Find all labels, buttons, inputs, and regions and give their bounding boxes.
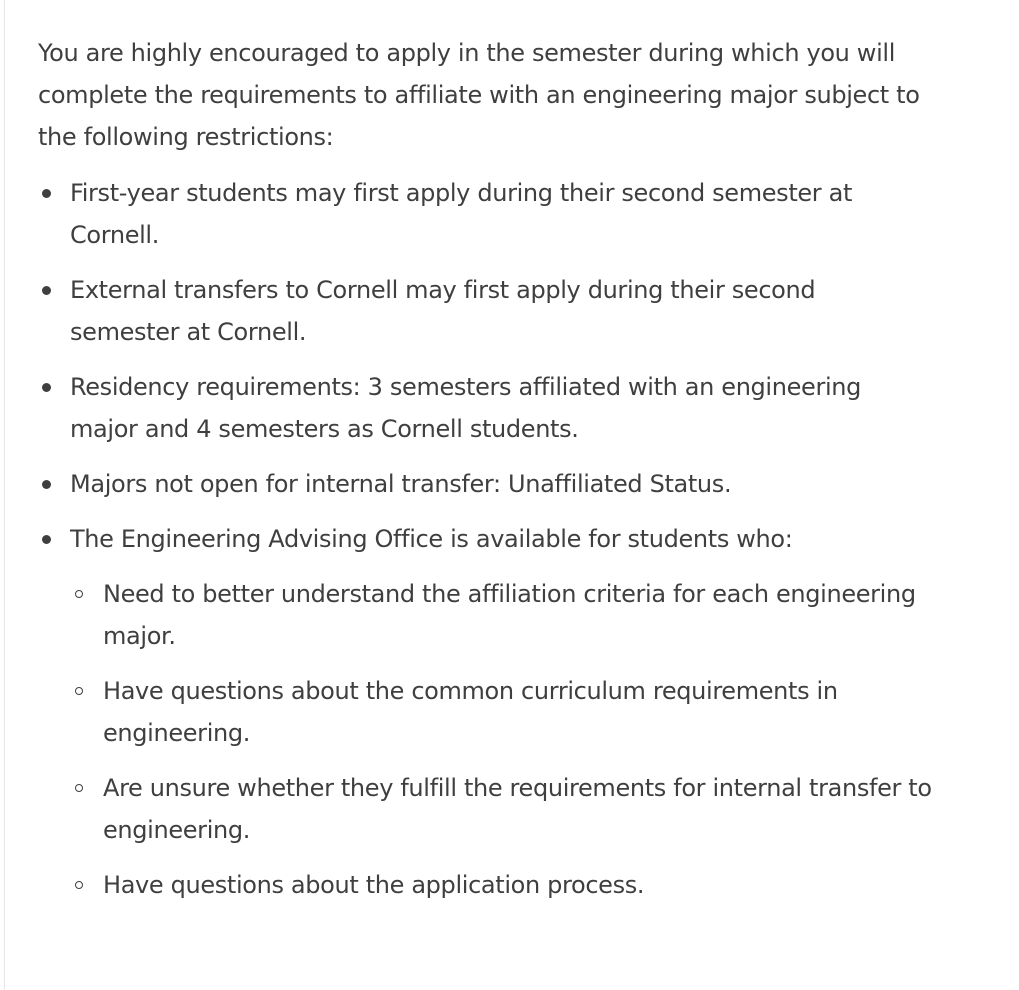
intro-paragraph: You are highly encouraged to apply in the semester during which you will complete the requirements to affiliate with an engineering major subject to the following restrictions:	[38, 39, 920, 151]
sub-list-item	[71, 573, 978, 657]
list-item-text: First-year students may first apply during their second semester at Cornell.	[70, 179, 853, 249]
sub-list-item	[71, 864, 978, 906]
bullet-dot-icon	[42, 383, 51, 392]
list-item	[38, 269, 978, 353]
sub-list-item	[71, 767, 978, 851]
sub-list-item-text: Are unsure whether they fulfill the requirements for internal transfer to engineering.	[103, 774, 932, 844]
list-item-text: Residency requirements: 3 semesters affiliated with an engineering major and 4 semesters as Cornell students.	[70, 373, 862, 443]
list-item	[38, 366, 978, 450]
bullet-dot-icon	[42, 480, 51, 489]
sub-list-item-text: Have questions about the application process.	[103, 871, 645, 899]
list-item	[38, 172, 978, 256]
bullet-circle-icon	[75, 881, 83, 889]
bullet-dot-icon	[42, 286, 51, 295]
sub-list-item-text: Have questions about the common curriculum requirements in engineering.	[103, 677, 838, 747]
bullet-dot-icon	[42, 535, 51, 544]
list-item-text: Majors not open for internal transfer: Unaffiliated Status.	[70, 470, 732, 498]
bullet-circle-icon	[75, 784, 83, 792]
sub-list-item-text: Need to better understand the affiliation criteria for each engineering major.	[103, 580, 916, 650]
left-border-line	[4, 0, 5, 990]
list-item	[38, 518, 978, 906]
content-area	[38, 32, 978, 919]
bullet-circle-icon	[75, 590, 83, 598]
sub-list-item	[71, 670, 978, 754]
list-item-text: External transfers to Cornell may first apply during their second semester at Cornell.	[70, 276, 816, 346]
restrictions-list	[38, 172, 978, 906]
list-item-text: The Engineering Advising Office is available for students who:	[70, 525, 793, 553]
bullet-circle-icon	[75, 687, 83, 695]
advising-sub-list	[71, 573, 978, 906]
list-item	[38, 463, 978, 505]
bullet-dot-icon	[42, 189, 51, 198]
